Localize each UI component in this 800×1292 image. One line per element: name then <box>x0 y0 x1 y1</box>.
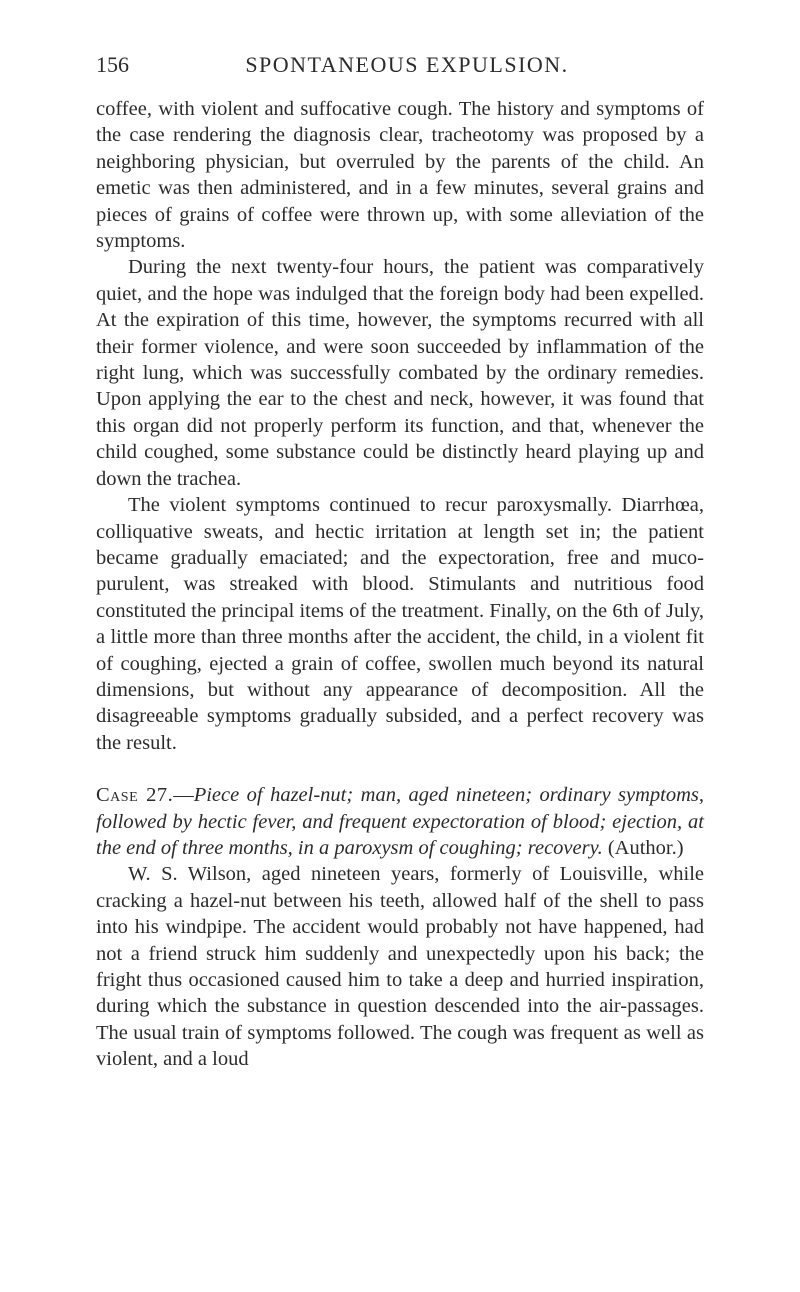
paragraph: The violent symptoms continued to recur paroxysmally. Diarrhœa, colliquative sweats, and hectic irritation at length set in; the patient became gradually emaciated; and the expectoration, free and muco-purulent, was streaked with blood. Stimulants and nutritious food constituted the principal items of the treatment. Finally, on the 6th of July, a little more than three months after the accident, the child, in a violent fit of coughing, ejected a grain of coffee, swollen much beyond its natural dimensions, but without any appearance of decomposition. All the disagreeable symptoms gradually subsided, and a perfect recovery was the result. <box>96 494 704 754</box>
case-attribution: (Author.) <box>602 836 684 859</box>
paragraph: W. S. Wilson, aged nineteen years, formerly of Louisville, while cracking a hazel-nut between his teeth, allowed half of the shell to pass into his windpipe. The accident would probably not have happened, had not a friend struck him suddenly and unexpectedly upon his back; the fright thus occasioned caused him to take a deep and hurried inspiration, during which the substance in question descended into the air-passages. The usual train of symptoms followed. The cough was frequent as well as violent, and a loud <box>96 863 704 1071</box>
case-summary: Piece of hazel-nut; man, aged nineteen; ordinary symptoms, followed by hectic fever, and frequent expectoration of blood; ejection, at the end of three months, in a paroxysm of coughing; recovery. <box>96 784 704 859</box>
body-text <box>96 96 704 1073</box>
running-title: SPONTANEOUS EXPULSION. <box>245 52 569 77</box>
paragraph-continuation: coffee, with violent and suffocative cough. The history and symptoms of the case rendering the diagnosis clear, tracheotomy was proposed by a neighboring physician, but overruled by the parents of the child. An emetic was then administered, and in a few minutes, several grains and pieces of grains of coffee were thrown up, with some alleviation of the symptoms. <box>96 98 704 253</box>
paragraph: During the next twenty-four hours, the patient was comparatively quiet, and the hope was indulged that the foreign body had been expelled. At the expiration of this time, however, the symptoms recurred with all their former violence, and were soon succeeded by inflammation of the right lung, which was successfully combated by the ordinary remedies. Upon applying the ear to the chest and neck, however, it was found that this organ did not properly perform its function, and that, whenever the child coughed, some substance could be distinctly heard playing up and down the trachea. <box>96 256 704 490</box>
running-head <box>96 52 704 82</box>
case-dash: — <box>173 784 194 807</box>
case-heading <box>96 782 704 861</box>
case-label: Case 27. <box>96 784 174 807</box>
page-number: 156 <box>96 52 129 77</box>
